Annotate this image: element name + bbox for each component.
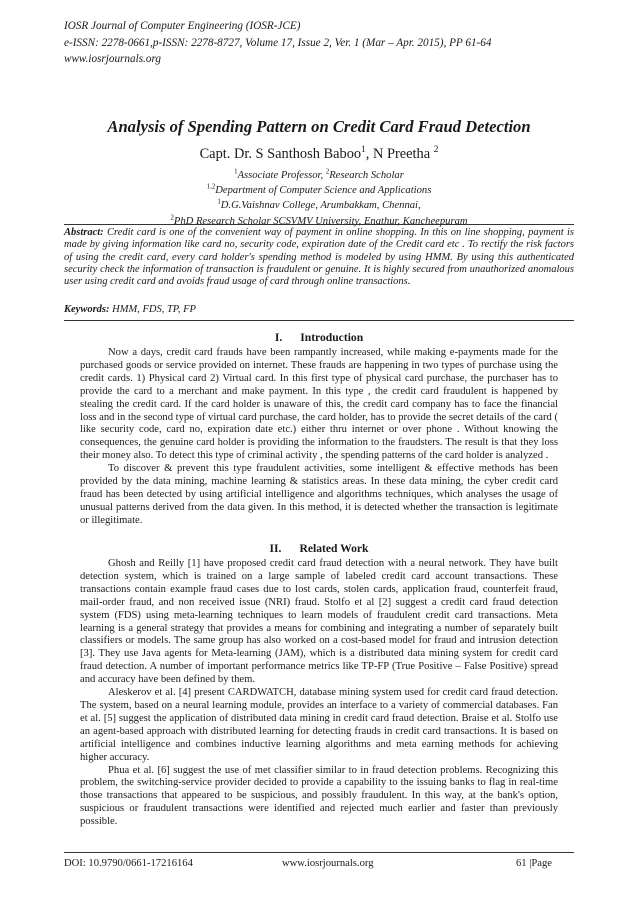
affiliation-line-1 — [40, 168, 598, 183]
journal-website[interactable]: www.iosrjournals.org — [64, 53, 161, 65]
keywords-text: HMM, FDS, TP, FP — [109, 304, 196, 315]
introduction-body — [80, 347, 558, 528]
section-number: I. — [274, 331, 283, 344]
aff-text: Associate Professor, — [237, 170, 326, 181]
abstract-text: Credit card is one of the convenient way of payment in online shopping. In this on line shopping, payment is made by giving information like card no, security code, expiration date of the Credit card etc . To rectify the risk factors of using the credit card, every card holder's spending method is modeled by using HMM. By using this authenticated security check the information of transaction is fraudulent or genuine. It is highly secured from unauthorized anomalous user using credit card and avoids fraud usage of card through online transactions. — [64, 227, 574, 288]
paragraph: To discover & prevent this type fraudulent activities, some intelligent & effective methods has been provided by the data mining, machine learning & statistics areas. In these data mining, the cyber credit card fraud has been detected by using artificial intelligence and algorithms techniques, which analyses the usage of unusual patterns derived from the data given. In this method, it is detected whether the transaction is legitimate or illegitimate. — [80, 463, 558, 526]
aff-text: Department of Computer Science and Applications — [215, 185, 432, 197]
paragraph: Now a days, credit card frauds have been rampantly increased, while making e-payments made for the purchased goods or service provided on internet. These frauds are happening in two types of purchase using the credit cards. 1) Physical card 2) Virtual card. In this first type of physical card purchase, the purchaser has to provide the card to a merchant and make payment. In this type , the credit card fraudulent is happened by stealing the credit card. If the card holder is unaware of this, the credit card company has to face the financial loss and in the second type of virtual card purchase, the card holder, has to provide the secret details of the card ( like security code, card no, expiration date etc.) either thru internet or over phone . Without knowing the consequences, the genuine card holder is providing the information to the fraudsters. The result is that they loss their money also. To detect this type of criminal activity , the spending patterns of the card holder is analyzed . — [80, 347, 558, 462]
aff-text: D.G.Vaishnav College, Arumbakkam, Chennai, — [220, 200, 421, 212]
aff-sup: 2 — [325, 168, 330, 176]
aff-sup: 1,2 — [206, 183, 216, 191]
keywords — [64, 304, 574, 315]
author-1-sup: 1 — [361, 145, 366, 156]
section-heading-related-work — [40, 542, 598, 555]
issn-line: e-ISSN: 2278-0661,p-ISSN: 2278-8727, Volume 17, Issue 2, Ver. 1 (Mar – Apr. 2015), PP 61-64 — [64, 36, 492, 49]
abstract — [64, 227, 574, 288]
author-2-sup: 2 — [433, 145, 439, 156]
author-1: Capt. Dr. S Santhosh Baboo — [199, 146, 362, 162]
section-title: Introduction — [300, 331, 364, 344]
affiliations — [40, 168, 598, 229]
keywords-bottom-rule — [64, 320, 574, 321]
paragraph: Phua et al. [6] suggest the use of met classifier similar to in fraud detection problems. Recognizing this problem, the switching-service provider decided to provide a capability to the issuing banks to flag in real-time those transactions that appeared to be suspicious, and possibly fraudulent. In this way, at the bank's option, suspicious or fraudulent transactions were identified and rejected much earlier and faster than previously possible. — [80, 764, 558, 828]
footer-page-number: 61 |Page — [516, 858, 552, 869]
related-work-body — [80, 558, 558, 829]
aff-text: Research Scholar — [329, 170, 404, 181]
author-line — [40, 146, 598, 163]
paper-title: Analysis of Spending Pattern on Credit Card Fraud Detection — [107, 117, 531, 136]
aff-text: PhD Research Scholar SCSVMV University, Enathur, Kancheepuram — [173, 215, 468, 227]
abstract-top-rule — [64, 224, 574, 225]
affiliation-line-3 — [40, 198, 598, 213]
section-title: Related Work — [299, 542, 369, 555]
journal-name: IOSR Journal of Computer Engineering (IOSR-JCE) — [64, 20, 301, 32]
abstract-label: Abstract: — [64, 227, 104, 238]
footer-doi: DOI: 10.9790/0661-17216164 — [64, 858, 193, 869]
aff-sup: 1 — [234, 168, 238, 176]
author-2: N Preetha — [372, 146, 431, 162]
aff-sup: 1 — [217, 198, 221, 206]
paragraph: Ghosh and Reilly [1] have proposed credit card fraud detection with a neural network. They have built detection system, which is trained on a large sample of labeled credit card account transactions. These transactions contain example fraud cases due to lost cards, stolen cards, application fraud, counterfeit fraud, mail-order fraud, and non received issue (NRI) fraud. Stolfo et al [2] suggest a credit card fraud detection system (FDS) using meta-learning techniques to learn models of fraudulent credit card transactions. Meta learning is a general strategy that provides a means for combining and integrating a number of separately built classifiers or models. The same group has also worked on a cost-based model for fraud and intrusion detection [3]. They use Java agents for Meta-learning (JAM), which is a distributed data mining system for credit card fraud detection. A number of important performance metrics like TP-FP (True Positive – False Positive) spread and accuracy have been defined by them. — [80, 558, 558, 686]
journal-header — [64, 18, 584, 68]
aff-sup: 2 — [170, 214, 174, 222]
footer-website[interactable]: www.iosrjournals.org — [282, 858, 374, 869]
author-separator: , — [365, 146, 373, 162]
section-number: II. — [269, 542, 282, 555]
paragraph: Aleskerov et al. [4] present CARDWATCH, database mining system used for credit card fraud detection. The system, based on a neural learning module, provides an interface to a variety of commercial databases. Fan et al. [5] suggest the application of distributed data mining in credit card fraud detection. Braise et al. Stolfo use an agent-based approach with distributed learning for detecting frauds in credit card transactions. It is based on artificial intelligence and combines inductive learning algorithms and meta earning methods for achieving higher accuracy. — [80, 687, 558, 763]
affiliation-line-2 — [40, 183, 598, 198]
section-heading-introduction — [40, 331, 598, 344]
keywords-label: Keywords: — [64, 304, 110, 315]
footer-rule — [64, 852, 574, 853]
